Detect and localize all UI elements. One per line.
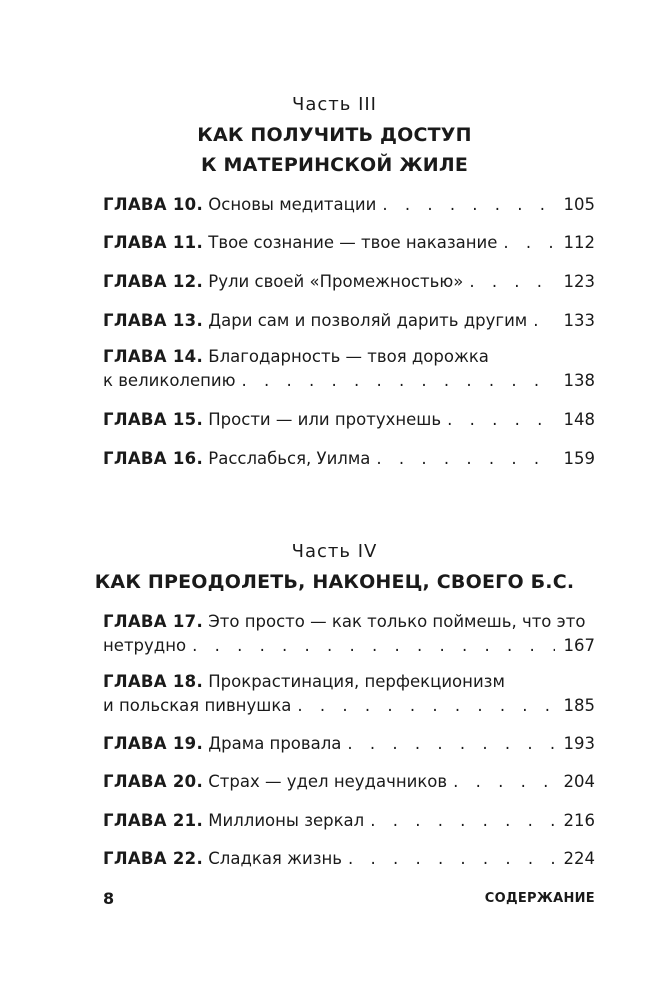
chapter-page: 167 (563, 636, 595, 655)
chapter-label: ГЛАВА 16. (103, 449, 204, 468)
toc-entry-ch19[interactable] (103, 732, 595, 756)
chapter-title-cont: к великолепию (103, 371, 236, 390)
toc-entry-ch22[interactable] (103, 847, 595, 871)
footer-page-number: 8 (103, 889, 115, 908)
chapter-page: 138 (563, 371, 595, 390)
part-3-title-line2: К МАТЕРИНСКОЙ ЖИЛЕ (200, 154, 469, 176)
leader-dots (453, 770, 555, 794)
chapter-title: Драма провала (208, 734, 342, 753)
leader-dots (382, 193, 555, 217)
part-3-title-line1: КАК ПОЛУЧИТЬ ДОСТУП (197, 124, 472, 146)
part-3-number: Часть III (291, 94, 377, 115)
toc-entry-ch16[interactable] (103, 447, 595, 471)
chapter-title: Прости — или протухнешь (208, 410, 442, 429)
chapter-title: Миллионы зеркал (208, 811, 365, 830)
chapter-label: ГЛАВА 22. (103, 849, 204, 868)
footer-running-title: СОДЕРЖАНИЕ (484, 891, 595, 906)
toc-entry-ch21[interactable] (103, 809, 595, 833)
chapter-page: 148 (563, 410, 595, 429)
toc-entry-ch14[interactable] (103, 345, 595, 393)
chapter-page: 224 (563, 849, 595, 868)
chapter-label: ГЛАВА 12. (103, 272, 204, 291)
leader-dots (533, 309, 555, 333)
part-3-title (0, 120, 669, 180)
chapter-title: Дари сам и позволяй дарить другим (208, 311, 528, 330)
chapter-title-cont: нетрудно (103, 636, 187, 655)
chapter-label: ГЛАВА 19. (103, 734, 204, 753)
toc-entry-ch12[interactable] (103, 270, 595, 294)
toc-entry-ch18[interactable] (103, 670, 595, 718)
chapter-label: ГЛАВА 21. (103, 811, 204, 830)
toc-entry-ch13[interactable] (103, 309, 595, 333)
toc-entry-ch11[interactable] (103, 231, 595, 255)
leader-dots (348, 847, 555, 871)
chapter-title: Основы медитации (208, 195, 377, 214)
chapter-page: 193 (563, 734, 595, 753)
chapter-page: 216 (563, 811, 595, 830)
chapter-page: 204 (563, 772, 595, 791)
toc-entry-ch17[interactable] (103, 610, 595, 658)
chapter-title: Это просто — как только поймешь, что это (208, 612, 586, 631)
leader-dots (242, 369, 555, 393)
part-4-number: Часть IV (291, 541, 378, 562)
part-4-title (0, 567, 669, 597)
chapter-page: 105 (563, 195, 595, 214)
chapter-label: ГЛАВА 11. (103, 233, 204, 252)
chapter-label: ГЛАВА 18. (103, 672, 204, 691)
leader-dots (347, 732, 555, 756)
chapter-page: 133 (563, 311, 595, 330)
chapter-page: 112 (563, 233, 595, 252)
chapter-label: ГЛАВА 13. (103, 311, 204, 330)
chapter-label: ГЛАВА 20. (103, 772, 204, 791)
chapter-page: 123 (563, 272, 595, 291)
chapter-title: Расслабься, Уилма (208, 449, 371, 468)
leader-dots (447, 408, 555, 432)
chapter-label: ГЛАВА 10. (103, 195, 204, 214)
chapter-title: Благодарность — твоя дорожка (208, 347, 489, 366)
chapter-title: Рули своей «Промежностью» (208, 272, 464, 291)
leader-dots (297, 694, 555, 718)
leader-dots (376, 447, 555, 471)
chapter-label: ГЛАВА 17. (103, 612, 204, 631)
toc-entry-ch10[interactable] (103, 193, 595, 217)
chapter-page: 185 (563, 696, 595, 715)
chapter-label: ГЛАВА 14. (103, 347, 204, 366)
chapter-label: ГЛАВА 15. (103, 410, 204, 429)
chapter-title: Твое сознание — твое наказание (208, 233, 498, 252)
chapter-title: Страх — удел неудачников (208, 772, 448, 791)
toc-entry-ch20[interactable] (103, 770, 595, 794)
leader-dots (370, 809, 555, 833)
leader-dots (503, 231, 555, 255)
chapter-title: Сладкая жизнь (208, 849, 342, 868)
toc-entry-ch15[interactable] (103, 408, 595, 432)
leader-dots (469, 270, 555, 294)
chapter-title-cont: и польская пивнушка (103, 696, 292, 715)
leader-dots (192, 634, 555, 658)
chapter-title: Прокрастинация, перфекционизм (208, 672, 505, 691)
chapter-page: 159 (563, 449, 595, 468)
part-4-title-line1: КАК ПРЕОДОЛЕТЬ, НАКОНЕЦ, СВОЕГО Б.С. (94, 571, 575, 593)
